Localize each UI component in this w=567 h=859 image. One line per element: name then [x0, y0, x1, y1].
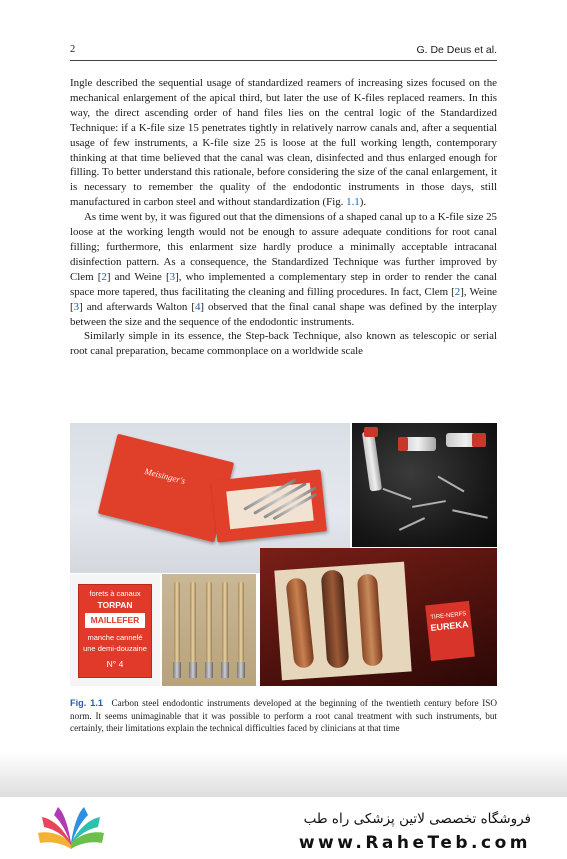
photo-glass-vials [352, 423, 497, 547]
label-line-3: MAILLEFER [85, 613, 145, 628]
paragraph-2-text-a: As time went by, it was figured out that the dimensions of a shaped canal up to a K-file size 25 loose at the working length would not be enough to assure adequate conditions for root canal filling; furthermore, this enlarment size hardly produce a minimally acceptable intracanal disinfection pattern. As a consequence, the Standardized Technique was further improved by Clem [ [70, 211, 497, 283]
box-lid-text: Meisinger's [143, 466, 187, 486]
paragraph-2-text-b: ] and Weine [ [106, 270, 170, 283]
citation-3-link[interactable]: 3 [169, 270, 176, 283]
paragraph-2-text-f: ] observed that the final canal shape was defined by the interplay between the size and the sequence of the endodontic instruments. [70, 300, 498, 328]
footer-ad [0, 797, 567, 859]
figure-caption [70, 697, 497, 735]
paragraph-2-text-e: ] and afterwards Walton [ [79, 300, 195, 313]
photo-maillefer-label [70, 574, 160, 686]
vial-cap [472, 433, 486, 447]
loose-instrument [438, 476, 465, 493]
paragraph-1 [70, 76, 497, 210]
loose-instrument [399, 517, 425, 531]
page-number: 2 [70, 44, 76, 55]
citation-3-link[interactable]: 3 [73, 300, 80, 313]
label-line-1: forets à canaux [89, 589, 141, 598]
figure-label: Fig. 1.1 [70, 698, 103, 708]
caption-text: Carbon steel endodontic instruments developed at the beginning of the twentieth century before ISO norm. It seems unimaginable that it was possible to perform a root canal treatment with such instruments, but certainly, their limitations explain the technical difficulties faced by clinicians at that time [70, 698, 498, 734]
paragraph-3: Similarly simple in its essence, the Step-back Technique, also known as telescopic or serial root canal preparation, became commonplace on a worldwide scale [70, 330, 497, 358]
loose-instrument [383, 488, 412, 500]
figure-ref-link[interactable]: 1.1 [346, 196, 360, 209]
paragraph-2 [70, 210, 497, 329]
label-line-2: TORPAN [97, 600, 133, 610]
figure-1-1 [70, 423, 497, 686]
vial-cap [398, 437, 408, 451]
label-line-6: N° 4 [106, 659, 124, 669]
label-line-5: une demi-douzaine [83, 644, 147, 653]
citation-2-link[interactable]: 2 [454, 285, 461, 298]
bottom-fade [0, 752, 567, 797]
book-logo-icon [34, 803, 108, 851]
paragraph-1-end: ). [359, 196, 367, 209]
paragraph-1-text: Ingle described the sequential usage of standardized reamers of increasing sizes focused on the mechanical enlargement of the apical third, but later the use of K-files replaced reamers. In this way, the direct ascending order of hand files lies on the central logic of the Standardized Technique: if a K-file size 15 penetrates tightly in relatively narrow canals and, after a sequential usage of few instruments, a K-file size 25 is loose at the full working length, contemporary thinking at that time believed that the canal was clean, disinfected and thus enlarged enough for filling. To better understand this rationale, before considering the size of the canal enlargement, it is necessary to remember the quality of the endodontic instruments in those days, still manufactured in carbon steel and without standardization (Fig. [70, 77, 497, 209]
paragraph-2-text-c: ], who implemented a complementary step in order to render the canal space more tapered, thus facilitating the cleaning and filling procedures. In fact, Clem [ [70, 270, 497, 298]
instrument-rod [238, 582, 244, 662]
paragraph-2-text-d: ], Weine [ [70, 285, 497, 313]
maillefer-label [78, 584, 152, 678]
instrument-rod [174, 582, 180, 662]
photo-eureka-case [260, 548, 497, 686]
vial-cap [364, 427, 378, 437]
rod-ferrule [173, 662, 181, 678]
header-rule [70, 60, 497, 61]
eureka-big-text: EUREKA [430, 619, 469, 633]
ad-persian-text: فروشگاه تخصصی لاتین پزشکی راه طب [303, 811, 531, 827]
instrument-rod [206, 582, 212, 662]
rod-ferrule [237, 662, 245, 678]
rod-ferrule [205, 662, 213, 678]
loose-instrument [452, 509, 488, 518]
body-text [70, 76, 497, 359]
eureka-card [425, 601, 475, 661]
instrument-rod [222, 582, 228, 662]
rod-ferrule [189, 662, 197, 678]
loose-instrument [412, 500, 446, 508]
ad-url-link[interactable]: www.RaheTeb.com [298, 833, 531, 853]
instrument-rod [190, 582, 196, 662]
eureka-small-text: TIRE-NERFS [430, 611, 467, 621]
citation-4-link[interactable]: 4 [194, 300, 201, 313]
running-head: G. De Deus et al. [416, 44, 497, 56]
citation-2-link[interactable]: 2 [101, 270, 107, 283]
label-line-4: manche cannelé [87, 633, 143, 642]
photo-wooden-handles [162, 574, 256, 686]
rod-ferrule [221, 662, 229, 678]
glass-vial [362, 430, 382, 491]
